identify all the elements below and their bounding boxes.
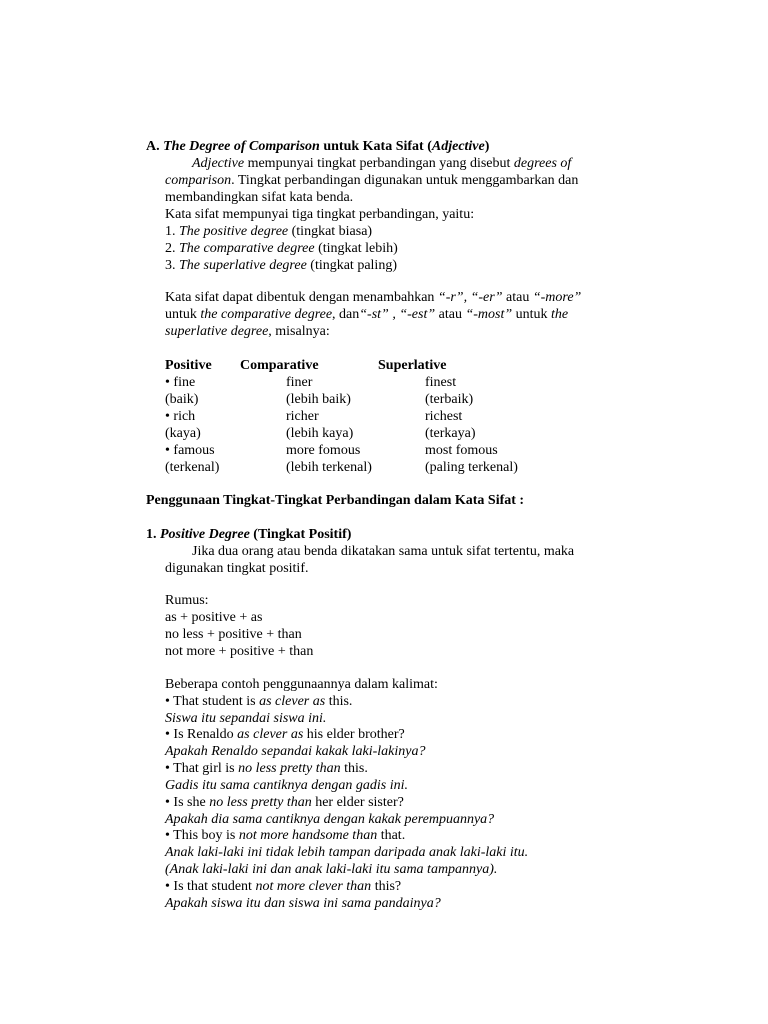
section-1-title-rest: (Tingkat Positif) (249, 527, 352, 542)
table-header: Comparative (240, 358, 319, 373)
example-english (165, 693, 352, 710)
para1-adjective: Adjective (192, 156, 245, 171)
para2-comparative: the comparative degree (200, 307, 333, 322)
para1-line3: membandingkan sifat kata benda. (165, 190, 354, 205)
example-phrase: no less pretty than (238, 761, 341, 776)
para2-suffix-st-est: “-st” , “-est” (359, 307, 436, 322)
example-text: • That girl is (165, 761, 239, 776)
degree-list-item (165, 257, 397, 274)
table-cell: (paling terkenal) (425, 460, 518, 475)
list-term: The positive degree (179, 224, 289, 239)
para2-suffix-r-er: “-r”, “-er” (437, 290, 503, 305)
example-translation: (Anak laki-laki ini dan anak laki-laki itu sama tampannya). (165, 862, 498, 877)
table-cell: most fomous (425, 443, 498, 458)
example-english (165, 726, 405, 743)
list-gloss: (tingkat biasa) (288, 224, 373, 239)
examples-intro: Beberapa contoh penggunaannya dalam kalimat: (165, 677, 438, 692)
section-a-title-end: ) (484, 139, 490, 154)
example-phrase: as clever as (259, 694, 326, 709)
para1-degrees-of: degrees of (513, 156, 572, 171)
table-cell: • rich (165, 409, 196, 424)
section-1-heading (146, 526, 351, 543)
example-phrase: not more clever than (255, 879, 372, 894)
para1-text: mempunyai tingkat perbandingan yang disebut (244, 156, 514, 171)
table-cell: • fine (165, 375, 196, 390)
list-number: 1. (165, 224, 179, 239)
table-row (0, 442, 768, 459)
para1-text: . Tingkat perbandingan digunakan untuk menggambarkan dan (231, 173, 579, 188)
list-number: 3. (165, 258, 179, 273)
section-1-para-line1: Jika dua orang atau benda dikatakan sama untuk sifat tertentu, maka (192, 544, 575, 559)
example-english (165, 827, 405, 844)
para2-suffix-most: “-most” (465, 307, 513, 322)
example-text: • Is that student (165, 879, 256, 894)
para1-comparison: comparison (165, 173, 232, 188)
example-text: • This boy is (165, 828, 239, 843)
para2-line3 (165, 323, 330, 340)
table-header-row (0, 357, 768, 374)
list-gloss: (tingkat paling) (306, 258, 397, 273)
para1-line4: Kata sifat mempunyai tiga tingkat perbandingan, yaitu: (165, 207, 475, 222)
para2-line1 (165, 289, 581, 306)
example-phrase: no less pretty than (209, 795, 312, 810)
table-cell: (lebih baik) (286, 392, 351, 407)
table-cell: (baik) (165, 392, 199, 407)
list-term: The superlative degree (179, 258, 307, 273)
para2-superlative: superlative degree (165, 324, 269, 339)
example-translation: Apakah dia sama cantiknya dengan kakak perempuannya? (165, 812, 495, 827)
list-term: The comparative degree (179, 241, 315, 256)
example-translation: Siswa itu sepandai siswa ini. (165, 711, 327, 726)
table-cell: (lebih terkenal) (286, 460, 372, 475)
example-text: • Is Renaldo (165, 727, 238, 742)
example-text: her elder sister? (311, 795, 404, 810)
para1-line2 (165, 172, 578, 189)
example-translation: Apakah siswa itu dan siswa ini sama pandainya? (165, 896, 441, 911)
example-text: • That student is (165, 694, 260, 709)
usage-heading: Penggunaan Tingkat-Tingkat Perbandingan dalam Kata Sifat : (146, 493, 525, 508)
para2-text: atau (435, 307, 466, 322)
example-translation: Apakah Renaldo sepandai kakak laki-lakinya? (165, 744, 426, 759)
example-phrase: as clever as (237, 727, 304, 742)
table-cell: (lebih kaya) (286, 426, 354, 441)
formula: not more + positive + than (165, 644, 314, 659)
rumus-label: Rumus: (165, 593, 209, 608)
para1-line1 (192, 155, 571, 172)
example-phrase: not more handsome than (238, 828, 378, 843)
formula: as + positive + as (165, 610, 263, 625)
para2-the: the (551, 307, 569, 322)
example-translation: Anak laki-laki ini tidak lebih tampan daripada anak laki-laki itu. (165, 845, 529, 860)
para2-line2 (165, 306, 568, 323)
table-cell: (terkenal) (165, 460, 220, 475)
para2-text: untuk (165, 307, 201, 322)
section-a-title-mid: untuk Kata Sifat ( (319, 139, 432, 154)
example-text: his elder brother? (303, 727, 405, 742)
example-text: • Is she (165, 795, 210, 810)
table-row (0, 391, 768, 408)
example-english (165, 760, 368, 777)
example-text: this. (325, 694, 353, 709)
table-row (0, 408, 768, 425)
table-cell: more fomous (286, 443, 361, 458)
table-row (0, 374, 768, 391)
list-gloss: (tingkat lebih) (314, 241, 398, 256)
example-translation: Gadis itu sama cantiknya dengan gadis ini. (165, 778, 409, 793)
table-cell: richer (286, 409, 319, 424)
para2-text: atau (502, 290, 533, 305)
degree-list-item (165, 223, 372, 240)
para2-text: Kata sifat dapat dibentuk dengan menambahkan (165, 290, 438, 305)
section-a-title-adjective: Adjective (431, 139, 485, 154)
table-cell: (kaya) (165, 426, 201, 441)
section-1-para-line2: digunakan tingkat positif. (165, 561, 309, 576)
example-english (165, 878, 401, 895)
table-row (0, 425, 768, 442)
table-header: Superlative (378, 358, 447, 373)
table-header: Positive (165, 358, 212, 373)
section-a-prefix: A. (146, 139, 164, 154)
table-cell: richest (425, 409, 463, 424)
section-1-title-italic: Positive Degree (160, 527, 250, 542)
example-text: that. (377, 828, 406, 843)
section-a-title-italic: The Degree of Comparison (163, 139, 320, 154)
table-row (0, 459, 768, 476)
para2-text: untuk (512, 307, 552, 322)
table-cell: (terkaya) (425, 426, 476, 441)
section-1-number: 1. (146, 527, 160, 542)
example-text: this? (371, 879, 402, 894)
list-number: 2. (165, 241, 179, 256)
table-cell: finest (425, 375, 457, 390)
table-cell: • famous (165, 443, 215, 458)
degree-list-item (165, 240, 398, 257)
para2-text: , dan (332, 307, 360, 322)
example-english (165, 794, 404, 811)
para2-suffix-more: “-more” (532, 290, 582, 305)
formula: no less + positive + than (165, 627, 302, 642)
table-cell: finer (286, 375, 313, 390)
table-cell: (terbaik) (425, 392, 474, 407)
example-text: this. (340, 761, 368, 776)
section-a-heading (146, 138, 489, 155)
para2-text: , misalnya: (268, 324, 330, 339)
